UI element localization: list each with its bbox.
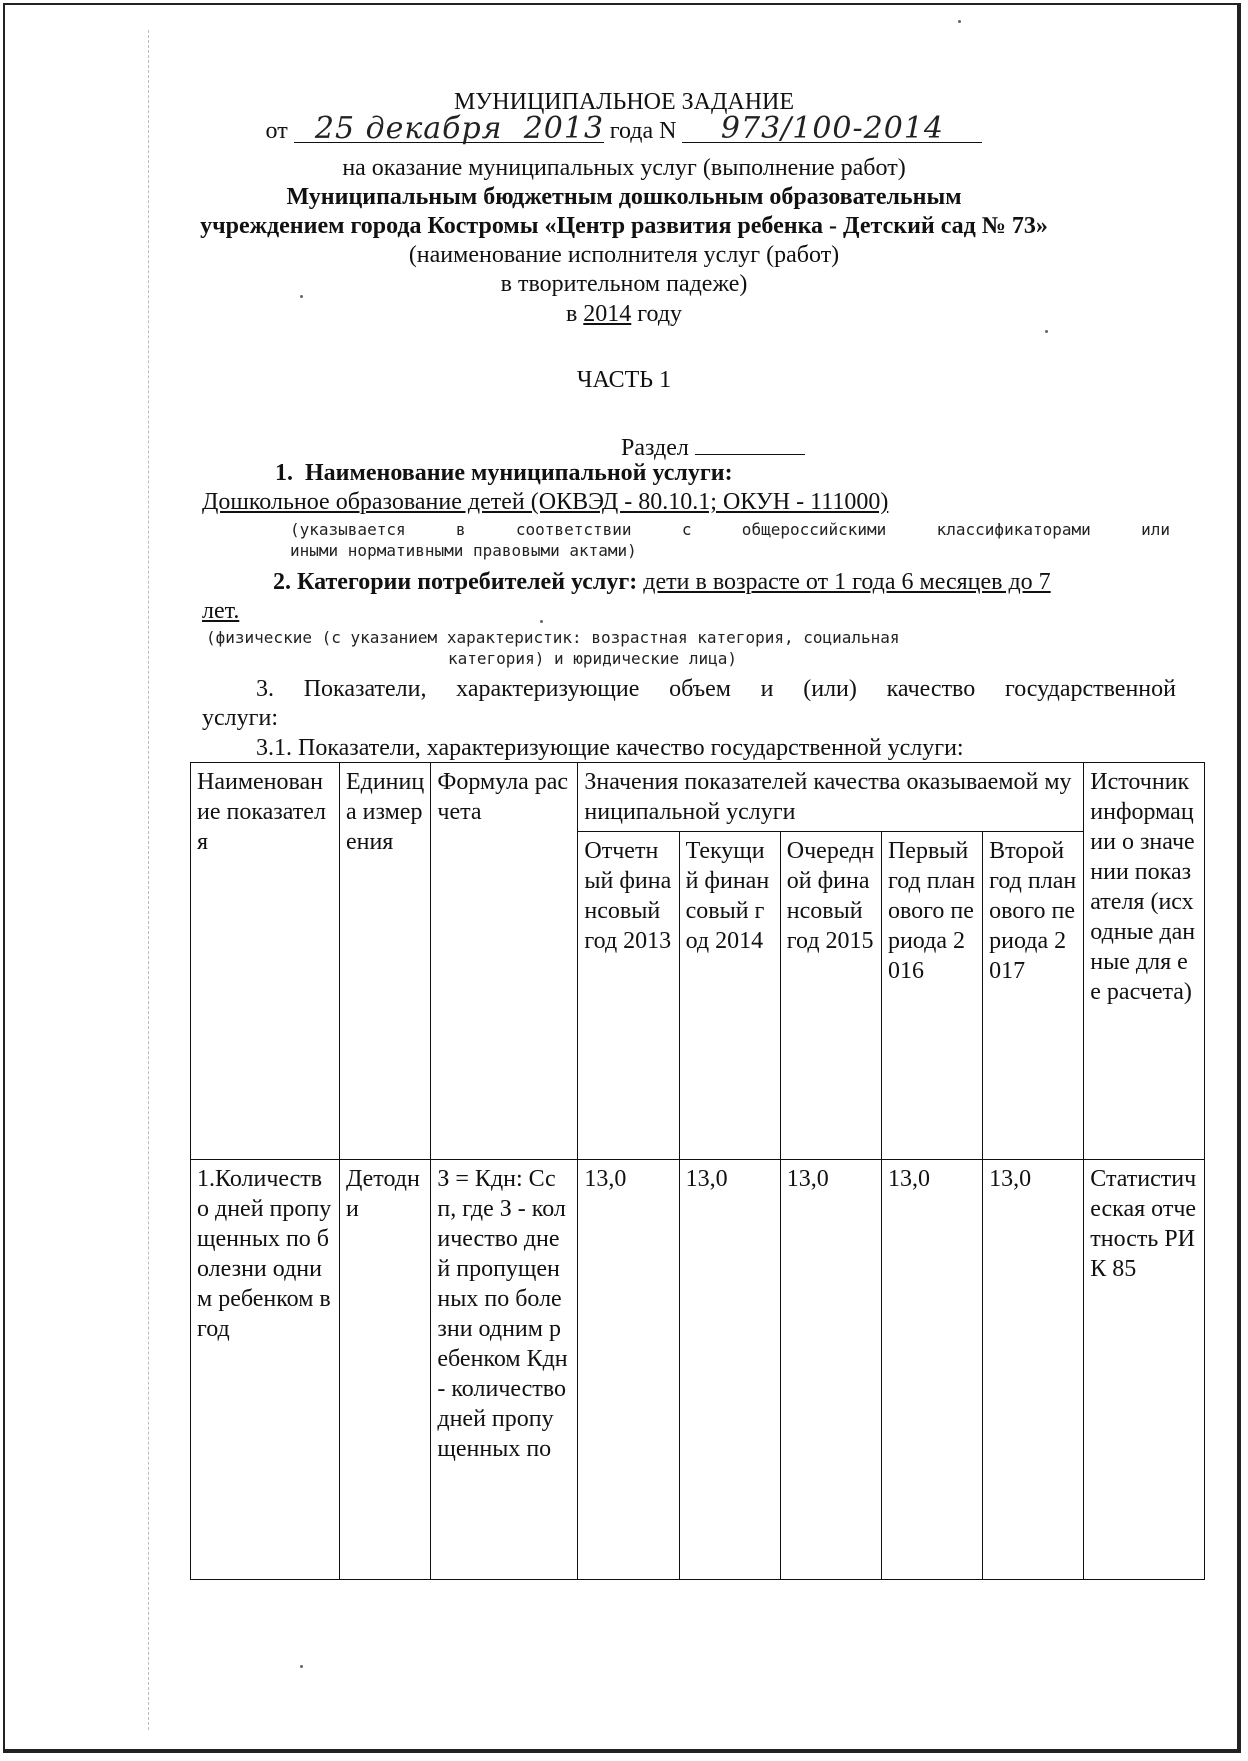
organization-line-2: учреждением города Костромы «Центр развития ребенка - Детский сад № 73» <box>200 213 1048 239</box>
quality-indicators-heading: 3.1. Показатели, характеризующие качество государственной услуги: <box>256 735 964 761</box>
document-title: МУНИЦИПАЛЬНОЕ ЗАДАНИЕ <box>453 89 795 115</box>
indicators-heading-1: 3. Показатели, характеризующие объем и (или) качество государственной <box>256 676 1176 702</box>
consumers-note-2: категория) и юридические лица) <box>448 649 737 668</box>
header-year-2017: Второй год планового периода 2017 <box>983 832 1084 1160</box>
scan-speck <box>300 1665 303 1668</box>
part-title: ЧАСТЬ 1 <box>576 367 672 393</box>
table-header-row <box>191 763 1205 832</box>
table-row <box>191 1160 1205 1580</box>
header-values-group: Значения показателей качества оказываемой муниципальной услуги <box>578 763 1084 832</box>
service-note-1: (указывается в соответствии с общероссийскими классификаторами или <box>290 520 1170 539</box>
section-line: Раздел <box>621 430 805 462</box>
value-cell-2017: 13,0 <box>983 1160 1084 1580</box>
indicators-heading-2: услуги: <box>202 705 278 731</box>
value-cell-2015: 13,0 <box>780 1160 881 1580</box>
source-cell: Статистическая отчетность РИК 85 <box>1084 1160 1205 1580</box>
consumers-line <box>273 568 1208 596</box>
scan-speck <box>1045 330 1048 333</box>
consumers-value: дети в возрасте от 1 года 6 месяцев до 7 <box>643 569 1051 595</box>
indicator-name-cell: 1.Количество дней пропущенных по болезни одним ребенком в год <box>191 1160 340 1580</box>
handwritten-date: 25 декабря <box>294 116 524 143</box>
service-note-2: иными нормативными правовыми актами) <box>290 541 637 560</box>
header-year-2016: Первый год планового периода 2016 <box>881 832 982 1160</box>
header-year-2013: Отчетный финансовый год 2013 <box>578 832 679 1160</box>
section-blank <box>695 430 805 455</box>
handwritten-number: 973/100-2014 <box>682 116 982 143</box>
document-subtitle: на оказание муниципальных услуг (выполнение работ) <box>342 155 906 181</box>
scan-speck <box>958 20 961 23</box>
header-unit: Единица измерения <box>339 763 430 1160</box>
plan-year-line: в 2014 году <box>565 301 683 327</box>
header-formula: Формула расчета <box>431 763 578 1160</box>
plan-year: 2014 <box>583 301 632 327</box>
organization-note-1: (наименование исполнителя услуг (работ) <box>408 242 840 268</box>
formula-cell: З = Кдн: Ссп, где З - количество дней пропущенных по болезни одним ребенком Кдн - количество дней пропущенных по <box>431 1160 578 1580</box>
consumers-value-2: лет. <box>202 598 240 624</box>
value-cell-2016: 13,0 <box>881 1160 982 1580</box>
handwritten-year: 2013 <box>523 111 605 146</box>
scan-speck <box>540 620 543 623</box>
value-cell-2013: 13,0 <box>578 1160 679 1580</box>
organization-note-2: в творительном падеже) <box>500 271 748 297</box>
header-year-2014: Текущий финансовый год 2014 <box>679 832 780 1160</box>
consumers-heading: 2. Категории потребителей услуг: <box>273 569 638 595</box>
service-name: Дошкольное образование детей (ОКВЭД - 80.10.1; ОКУН - 111000) <box>202 489 889 515</box>
service-heading: 1. Наименование муниципальной услуги: <box>275 460 733 486</box>
unit-cell: Детодни <box>339 1160 430 1580</box>
document-date-line: от 25 декабря 2013 года N 973/100-2014 <box>0 116 1248 145</box>
header-source: Источник информации о значении показателя (исходные данные для ее расчета) <box>1084 763 1205 1160</box>
header-year-2015: Очередной финансовый год 2015 <box>780 832 881 1160</box>
quality-indicators-table <box>190 762 1205 1580</box>
value-cell-2014: 13,0 <box>679 1160 780 1580</box>
consumers-note-1: (физические (с указанием характеристик: возрастная категория, социальная <box>206 628 900 647</box>
organization-line-1: Муниципальным бюджетным дошкольным образовательным <box>286 184 962 210</box>
header-indicator-name: Наименование показателя <box>191 763 340 1160</box>
